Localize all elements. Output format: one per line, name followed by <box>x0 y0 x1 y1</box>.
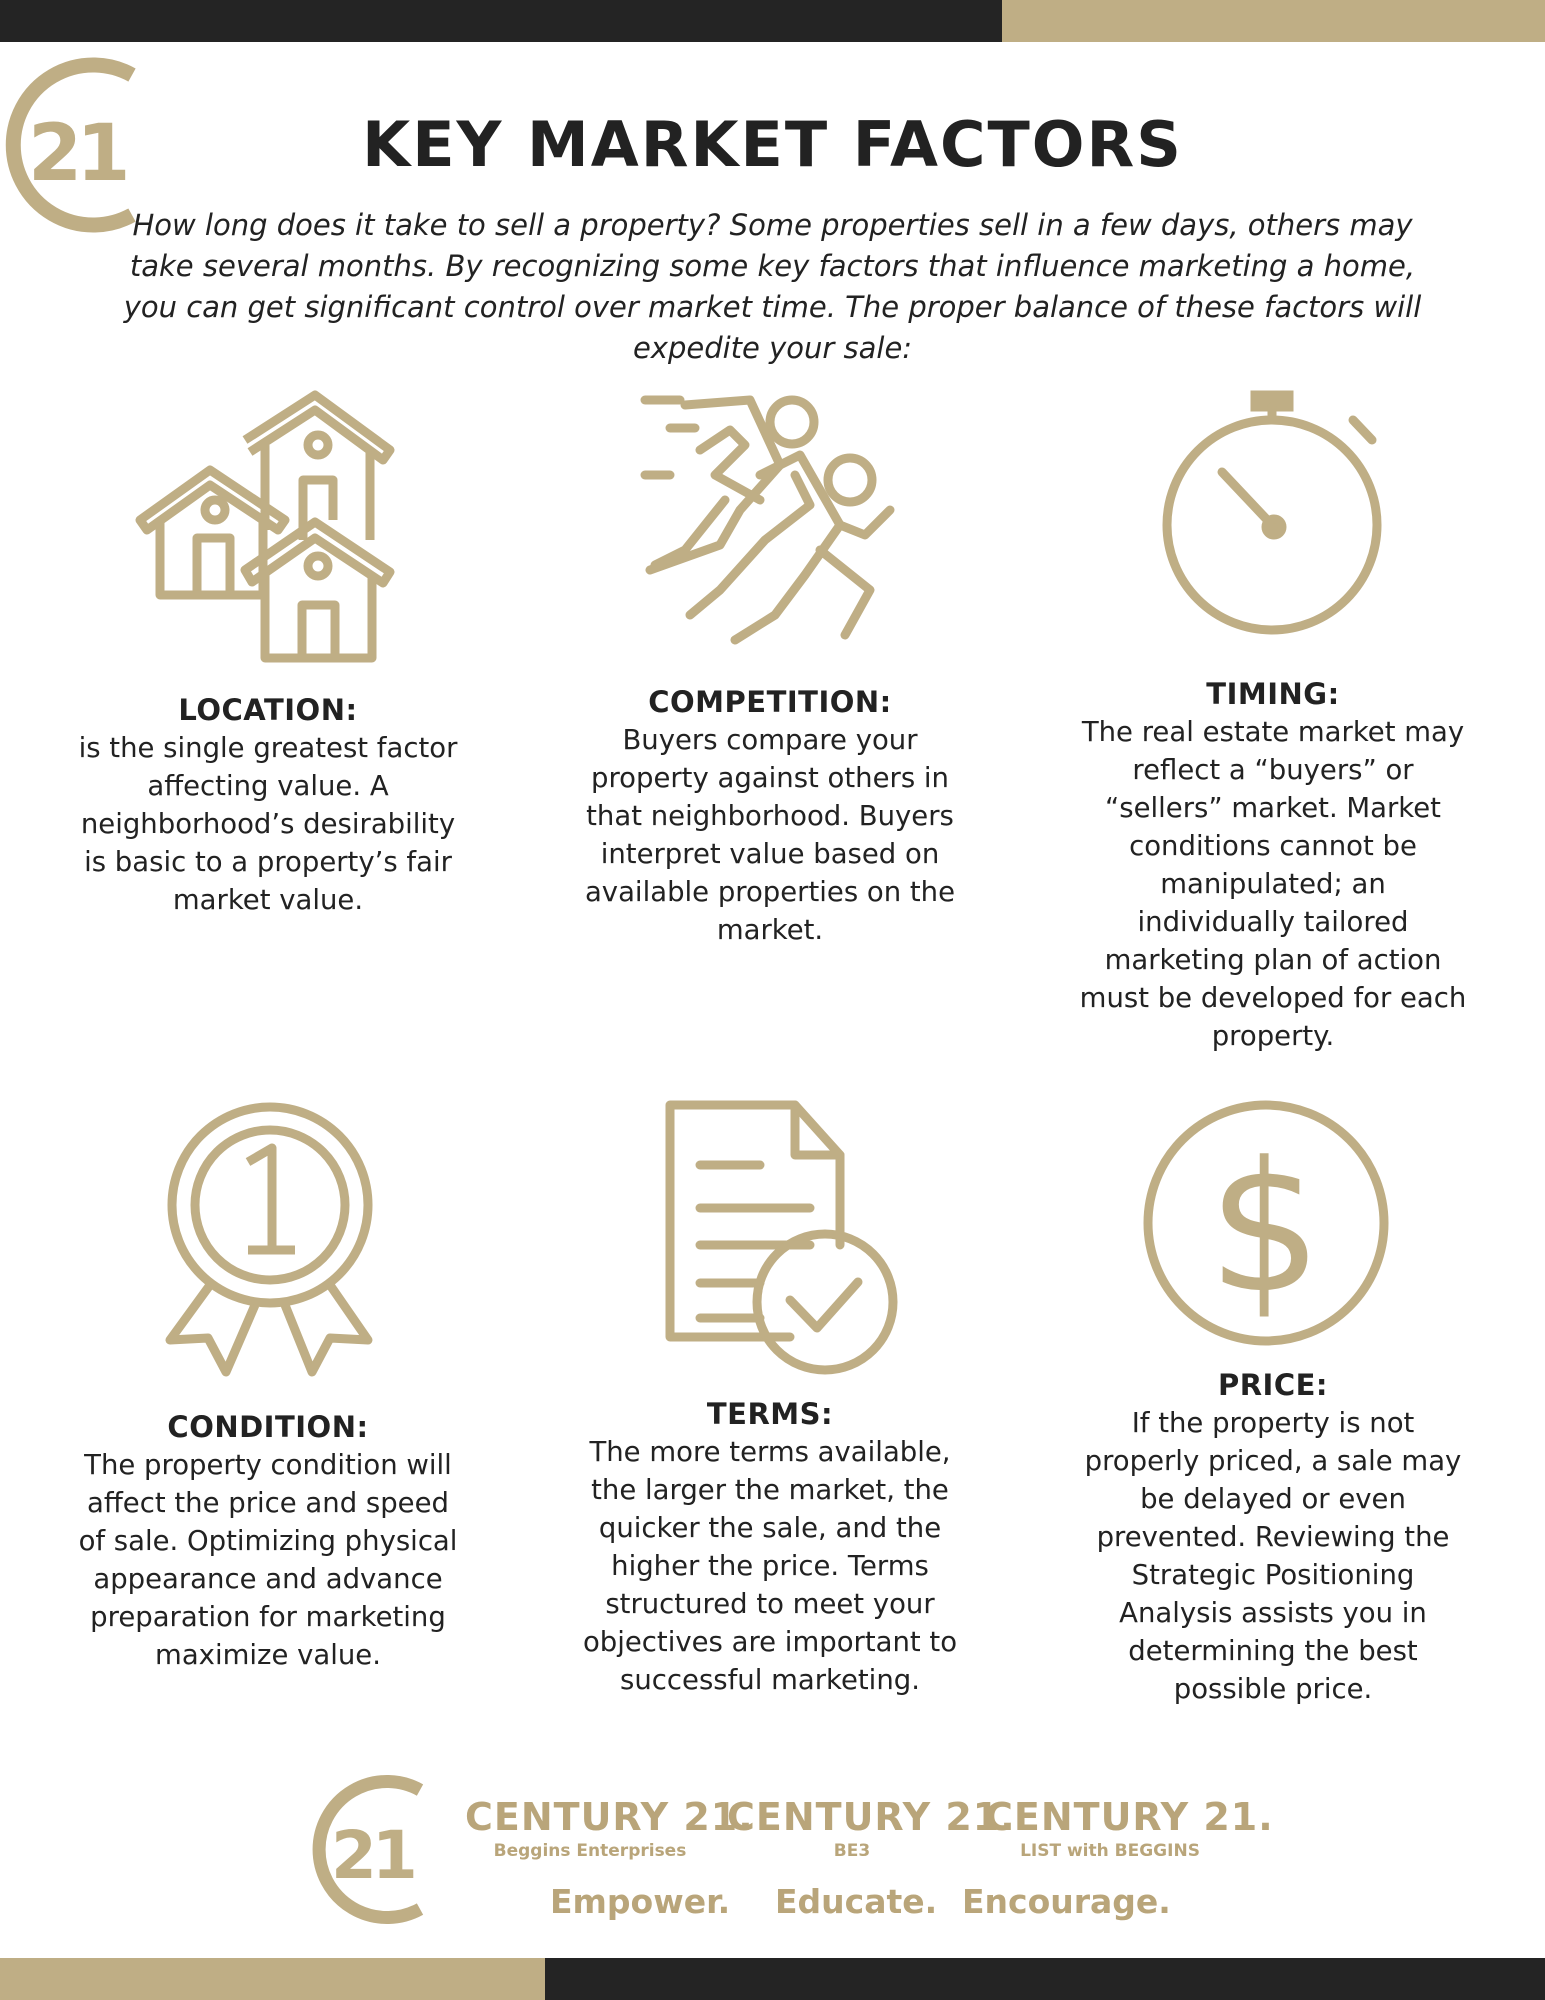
intro-text: How long does it take to sell a property? Some properties sell in a few days, others may take several months. By recognizing some key factors that influence marketing a home, you can get significant control over market time. The proper balance of these factors will expedite your sale: <box>123 208 1422 365</box>
stopwatch-icon <box>1160 390 1390 640</box>
footer-logo-text: 21 <box>331 1817 413 1894</box>
brand-subtitle: BE3 <box>833 1841 871 1861</box>
factor-text: The property condition will affect the price and speed of sale. Optimizing physical appearance and advance preparation for marketing maximize value. <box>78 1449 458 1671</box>
brand-name: CENTURY 21. <box>727 1795 1016 1839</box>
houses-icon <box>135 390 400 665</box>
factor-title: COMPETITION: <box>648 685 892 719</box>
brand-subtitle: Beggins Enterprises <box>493 1841 687 1861</box>
brand-beggins-enterprises <box>465 1795 754 1861</box>
factor-location <box>73 693 463 919</box>
factor-text: The more terms available, the larger the market, the quicker the sale, and the higher the price. Terms structured to meet your objectives are important to successful marketing. <box>582 1436 958 1696</box>
factor-title: CONDITION: <box>167 1410 369 1444</box>
brand-name: CENTURY 21. <box>985 1795 1274 1839</box>
slogan-encourage: Encourage. <box>962 1882 1171 1921</box>
factor-text: The real estate market may reflect a “buyers” or “sellers” market. Market conditions cannot be manipulated; an individually tailored marketing plan of action must be developed for each property. <box>1079 716 1467 1052</box>
factor-title: TERMS: <box>706 1397 834 1431</box>
factor-title: PRICE: <box>1217 1368 1329 1402</box>
factor-text: is the single greatest factor affecting value. A neighborhood’s desirability is basic to a property’s fair market value. <box>78 732 458 916</box>
footer-century21-logo <box>305 1772 440 1927</box>
award-ribbon-icon <box>160 1100 380 1385</box>
bottom-bar-gold <box>0 1958 545 2000</box>
dollar-icon <box>1140 1100 1390 1350</box>
brand-subtitle: LIST with BEGGINS <box>1020 1841 1200 1861</box>
factor-title: LOCATION: <box>178 693 358 727</box>
top-bar-dark <box>0 0 1002 42</box>
bottom-bar-dark <box>545 1958 1545 2000</box>
factor-timing <box>1078 677 1468 1055</box>
svg-text:$: $ <box>1207 1124 1323 1333</box>
factor-terms <box>575 1397 965 1699</box>
logo-text: 21 <box>28 109 125 199</box>
brand-be3 <box>727 1795 1016 1861</box>
slogan-educate: Educate. <box>775 1882 938 1921</box>
top-bar-gold <box>1002 0 1545 42</box>
brand-list-with-beggins <box>985 1795 1274 1861</box>
factor-competition <box>575 685 965 949</box>
factor-price <box>1078 1368 1468 1708</box>
brand-name: CENTURY 21. <box>465 1795 754 1839</box>
runners-icon <box>640 390 900 645</box>
page-title: KEY MARKET FACTORS <box>362 108 1183 181</box>
slogan-empower: Empower. <box>550 1882 731 1921</box>
factor-text: If the property is not properly priced, a sale may be delayed or even prevented. Reviewing the Strategic Positioning Analysis assists you in determining the best possible price. <box>1084 1407 1462 1705</box>
factor-text: Buyers compare your property against others in that neighborhood. Buyers interpret value based on available properties on the market. <box>584 724 956 946</box>
document-check-icon <box>665 1100 900 1380</box>
factor-title: TIMING: <box>1206 677 1340 711</box>
factor-condition <box>73 1410 463 1674</box>
